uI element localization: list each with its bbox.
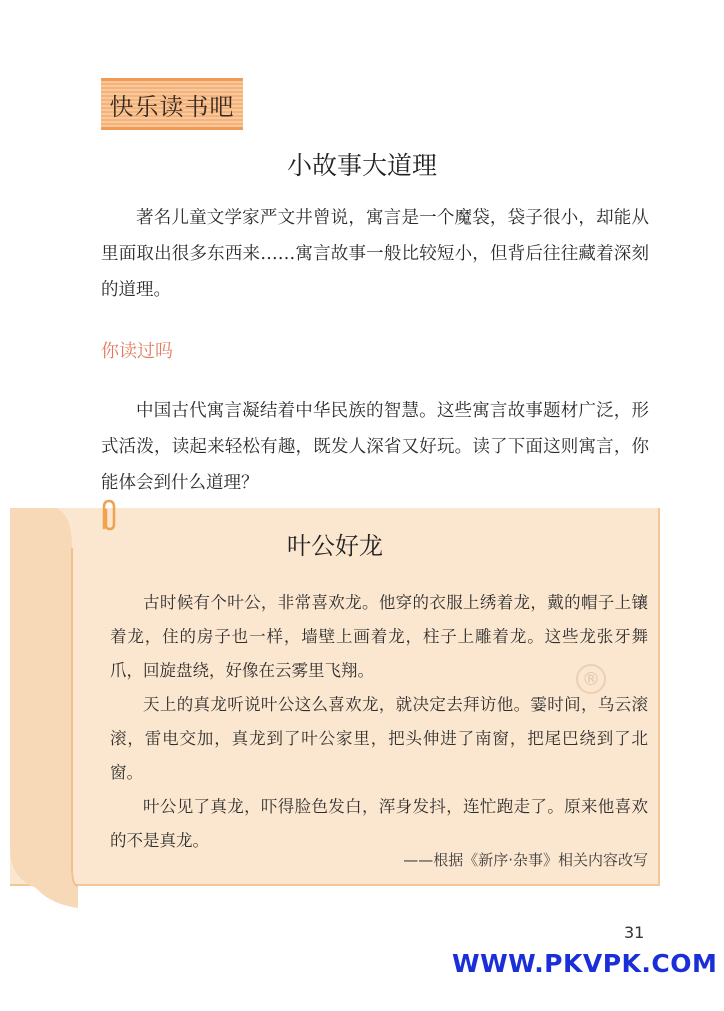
story-paragraph-1: 古时候有个叶公，非常喜欢龙。他穿的衣服上绣着龙，戴的帽子上镶着龙，住的房子也一样，墙壁上画着龙，柱子上雕着龙。这些龙张牙舞爪，回旋盘绕，好像在云雾里飞翔。 xyxy=(110,593,648,680)
card-page-curl xyxy=(10,508,78,908)
banner-label: 快乐读书吧 xyxy=(109,92,235,121)
page-number: 31 xyxy=(624,923,645,942)
section-heading: 你读过吗 xyxy=(101,341,173,362)
page-title: 小故事大道理 xyxy=(286,151,437,180)
registered-mark: ® xyxy=(576,664,606,694)
intro-paragraph: 著名儿童文学家严文井曾说，寓言是一个魔袋，袋子很小，却能从里面取出很多东西来……寓言故事一般比较短小，但背后往往藏着深刻的道理。 xyxy=(101,208,649,300)
site-watermark: WWW.PKVPK.COM xyxy=(452,949,718,978)
story-paragraph-3: 叶公见了真龙，吓得脸色发白，浑身发抖，连忙跑走了。原来他喜欢的不是真龙。 xyxy=(110,797,648,850)
story-source: ——根据《新序·杂事》相关内容改写 xyxy=(403,851,648,869)
story-paragraph-2: 天上的真龙听说叶公这么喜欢龙，就决定去拜访他。霎时间，乌云滚滚，雷电交加，真龙到了叶公家里，把头伸进了南窗，把尾巴绕到了北窗。 xyxy=(110,695,648,782)
section-banner xyxy=(101,78,243,130)
section-paragraph: 中国古代寓言凝结着中华民族的智慧。这些寓言故事题材广泛，形式活泼，读起来轻松有趣，既发人深省又好玩。读了下面这则寓言，你能体会到什么道理？ xyxy=(101,401,649,493)
story-title: 叶公好龙 xyxy=(287,532,383,560)
